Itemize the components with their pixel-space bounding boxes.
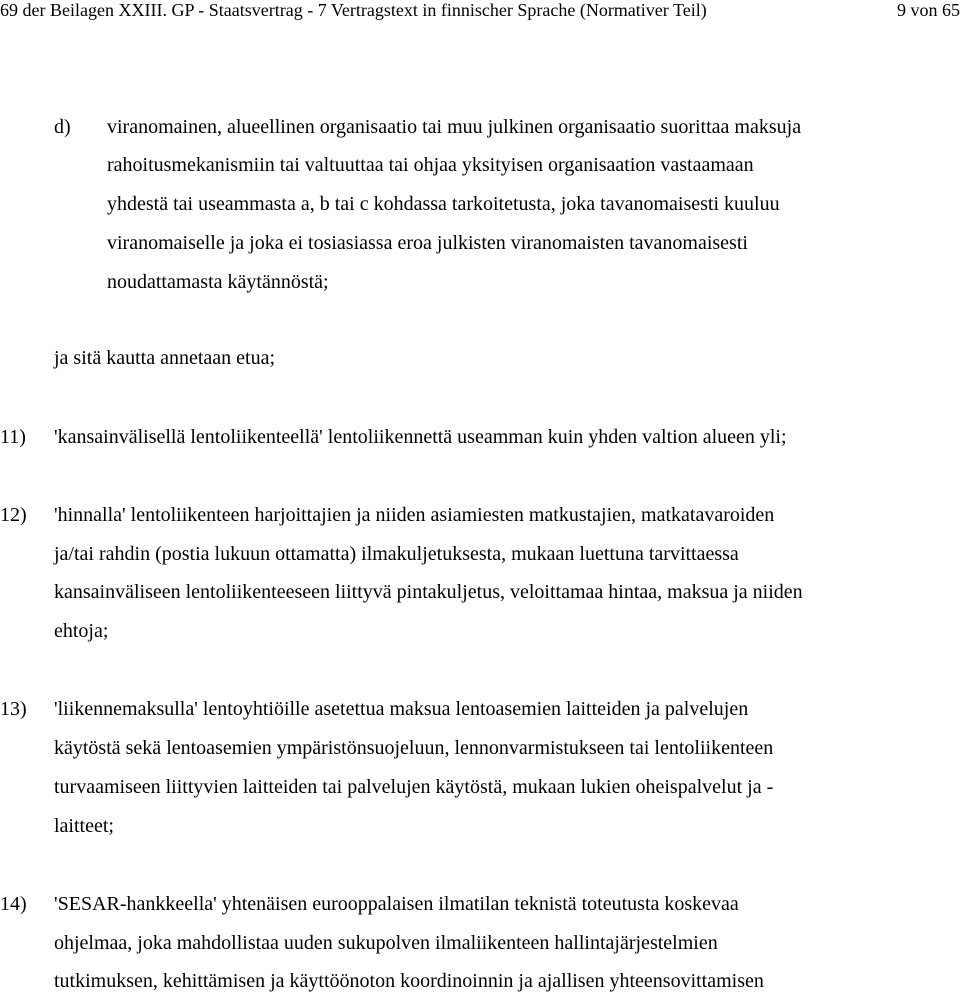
item-12-line-2: ja/tai rahdin (postia lukuun ottamatta) ilmakuljetuksesta, mukaan luettuna tarvittaessa bbox=[54, 543, 739, 565]
item-marker-13: 13) bbox=[0, 698, 27, 720]
item-13-line-3: turvaamiseen liittyvien laitteiden tai palvelujen käytöstä, mukaan lukien oheispalvelut ja - bbox=[54, 776, 774, 798]
item-marker-14: 14) bbox=[0, 893, 27, 915]
item-12-line-4: ehtoja; bbox=[54, 620, 109, 642]
item-13-line-1: 'liikennemaksulla' lentoyhtiöille asetettua maksua lentoasemien laitteiden ja palvelujen bbox=[54, 698, 749, 720]
item-d-line-4: viranomaiselle ja joka ei tosiasiassa eroa julkisten viranomaisten tavanomaisesti bbox=[107, 232, 748, 254]
page-number: 9 von 65 bbox=[897, 0, 960, 20]
header-title: 69 der Beilagen XXIII. GP - Staatsvertrag - 7 Vertragstext in finnischer Sprache (Normativer Teil) bbox=[0, 0, 707, 20]
item-14-line-3: tutkimuksen, kehittämisen ja käyttöönoton koordinoinnin ja ajallisen yhteensovittamisen bbox=[54, 970, 764, 992]
item-11-line-1: 'kansainvälisellä lentoliikenteellä' lentoliikennettä useamman kuin yhden valtion alueen yli; bbox=[54, 426, 787, 448]
item-13-line-4: laitteet; bbox=[54, 815, 114, 837]
item-marker-d: d) bbox=[54, 116, 71, 138]
item-marker-12: 12) bbox=[0, 504, 27, 526]
item-marker-11: 11) bbox=[0, 426, 26, 448]
item-12-line-1: 'hinnalla' lentoliikenteen harjoittajien ja niiden asiamiesten matkustajien, matkatavaroiden bbox=[54, 504, 775, 526]
item-d-line-2: rahoitusmekanismiin tai valtuuttaa tai ohjaa yksityisen organisaation vastaamaan bbox=[107, 154, 754, 176]
item-12-line-3: kansainväliseen lentoliikenteeseen liittyvä pintakuljetus, veloittamaa hintaa, maksua ja niiden bbox=[54, 581, 803, 603]
item-d-line-5: noudattamasta käytännöstä; bbox=[107, 271, 329, 293]
item-13-line-2: käytöstä sekä lentoasemien ympäristönsuojeluun, lennonvarmistukseen tai lentoliikenteen bbox=[54, 737, 774, 759]
continuation-text: ja sitä kautta annetaan etua; bbox=[54, 347, 276, 369]
item-d-line-3: yhdestä tai useammasta a, b tai c kohdassa tarkoitetusta, joka tavanomaisesti kuuluu bbox=[107, 193, 780, 215]
page-header bbox=[0, 0, 960, 24]
item-d-line-1: viranomainen, alueellinen organisaatio tai muu julkinen organisaatio suorittaa maksuja bbox=[107, 116, 802, 138]
item-14-line-2: ohjelmaa, joka mahdollistaa uuden sukupolven ilmaliikenteen hallintajärjestelmien bbox=[54, 932, 718, 954]
item-14-line-1: 'SESAR-hankkeella' yhtenäisen eurooppalaisen ilmatilan teknistä toteutusta koskevaa bbox=[54, 893, 739, 915]
